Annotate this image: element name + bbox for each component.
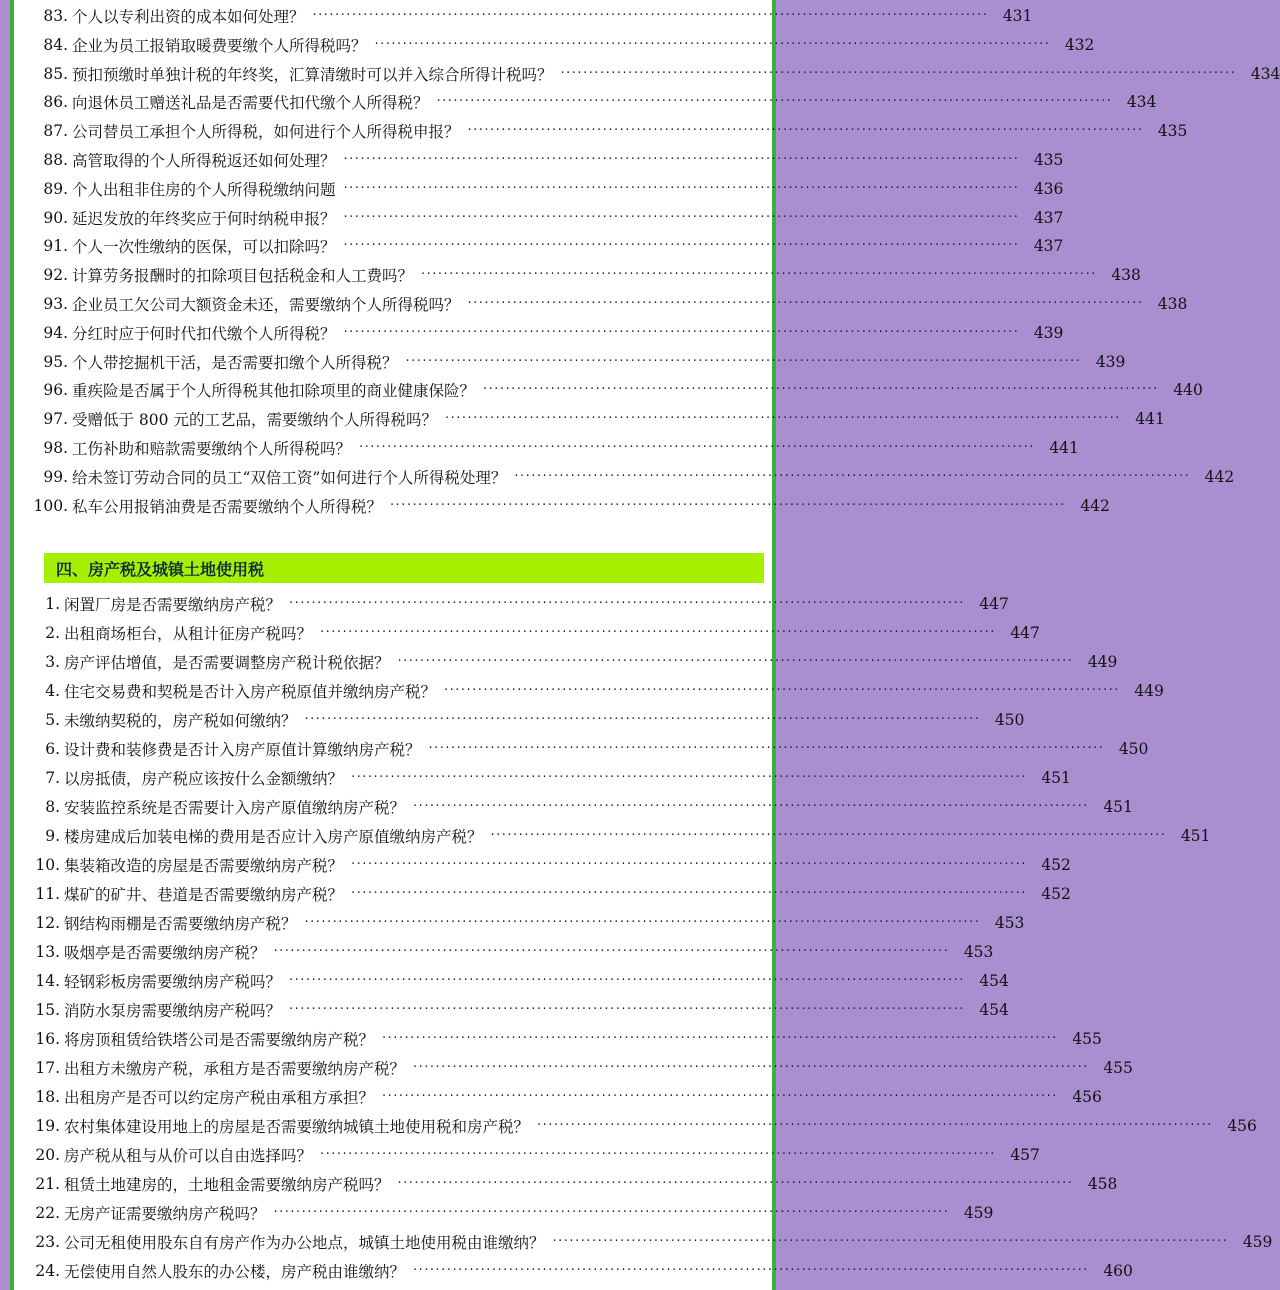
leader-dots: ························································································································ [397, 1176, 1074, 1191]
toc-entry-title: 公司无租使用股东自有房产作为办公地点，城镇土地使用税由谁缴纳？ [64, 1234, 545, 1252]
toc-entry-page-number: 434 [1126, 93, 1157, 112]
leader-dots: ························································································································ [444, 411, 1121, 427]
toc-entry-number: 8. [45, 798, 60, 816]
leader-dots: ························································································································ [490, 828, 1167, 843]
toc-entry-number: 17. [35, 1059, 60, 1077]
toc-entry-title: 延迟发放的年终奖应于何时纳税申报？ [72, 209, 336, 228]
toc-entry [14, 33, 1095, 57]
toc-entry-page-number: 451 [1041, 769, 1071, 787]
toc-entry-page-number: 437 [1033, 237, 1064, 256]
leader-dots: ························································································································ [374, 36, 1051, 52]
toc-entry [14, 4, 1033, 28]
toc-entry-number: 88. [43, 151, 68, 169]
toc-entry [14, 1027, 1102, 1051]
toc-entry-page-number: 460 [1103, 1262, 1133, 1280]
toc-entry-number: 24. [35, 1262, 60, 1280]
toc-entry-number: 86. [43, 93, 68, 112]
leader-dots: ························································································································ [343, 209, 1020, 225]
toc-entry [14, 592, 1009, 616]
toc-entry-number: 2. [45, 624, 60, 642]
toc-entry-page-number: 442 [1080, 496, 1110, 515]
toc-entry-title: 工伤补助和赔款需要缴纳个人所得税吗？ [72, 440, 352, 458]
toc-entry-number: 21. [35, 1175, 60, 1193]
toc-entry [14, 795, 1133, 819]
toc-entry [14, 436, 1079, 460]
toc-entry [14, 263, 1141, 287]
toc-entry-page-number: 439 [1033, 323, 1064, 342]
toc-entry [14, 1143, 1040, 1167]
toc-entry-page-number: 434 [1250, 64, 1280, 83]
toc-entry-title: 消防水泵房需要缴纳房产税吗？ [64, 1002, 282, 1020]
toc-entry [14, 206, 1064, 230]
toc-entry-title: 给未签订劳动合同的员工“双倍工资”如何进行个人所得税处理？ [72, 468, 507, 487]
toc-entry-number: 9. [45, 827, 60, 845]
toc-entry-title: 私车公用报销油费是否需要缴纳个人所得税？ [72, 497, 383, 516]
toc-entry [14, 998, 1009, 1022]
toc-entry [14, 234, 1064, 258]
leader-dots: ························································································································ [436, 94, 1113, 110]
toc-entry-title: 闲置厂房是否需要缴纳房产税？ [64, 596, 282, 614]
toc-entry-page-number: 447 [979, 595, 1009, 613]
toc-entry-number: 89. [43, 179, 68, 198]
toc-entry-page-number: 456 [1072, 1088, 1102, 1106]
toc-entry-number: 5. [45, 711, 60, 729]
leader-dots: ························································································································ [467, 296, 1144, 311]
toc-entry-number: 6. [45, 740, 60, 758]
leader-dots: ························································································································ [405, 353, 1082, 369]
leader-dots: ························································································································ [289, 1002, 965, 1017]
toc-entry-page-number: 455 [1072, 1030, 1102, 1048]
toc-entry-page-number: 441 [1049, 439, 1079, 457]
toc-entry-page-number: 454 [979, 972, 1009, 990]
toc-entry-number: 96. [43, 381, 68, 400]
toc-entry [14, 378, 1203, 402]
toc-entry-page-number: 458 [1087, 1175, 1118, 1193]
toc-entry [14, 882, 1071, 906]
toc-entry-number: 10. [35, 856, 60, 874]
leader-dots: ························································································································ [444, 683, 1120, 698]
leader-dots: ························································································································ [397, 654, 1074, 669]
toc-entry [14, 1114, 1257, 1138]
leader-dots: ························································································································ [428, 741, 1105, 756]
leader-dots: ························································································································ [343, 152, 1020, 167]
toc-entry-page-number: 431 [1002, 7, 1033, 25]
leader-dots: ························································································································ [273, 1205, 950, 1220]
toc-entry-page-number: 436 [1033, 179, 1064, 198]
leader-dots: ························································································································ [413, 799, 1089, 814]
toc-entry-page-number: 453 [963, 943, 994, 961]
toc-entry-page-number: 450 [994, 711, 1025, 729]
toc-entry [14, 177, 1064, 201]
toc-entry-title: 重疾险是否属于个人所得税其他扣除项里的商业健康保险？ [72, 382, 476, 401]
leader-dots: ························································································································ [343, 180, 1020, 196]
leader-dots: ························································································································ [273, 944, 950, 959]
toc-entry-page-number: 452 [1041, 885, 1071, 903]
toc-entry [14, 940, 994, 964]
toc-entry-number: 13. [35, 943, 60, 961]
toc-entry-title: 计算劳务报酬时的扣除项目包括税金和人工费吗？ [72, 267, 414, 286]
toc-entry-title: 房产评估增值，是否需要调整房产税计税依据？ [64, 654, 390, 672]
toc-entry-number: 94. [43, 323, 68, 342]
toc-entry-number: 23. [35, 1233, 60, 1251]
leader-dots: ························································································································ [483, 382, 1159, 398]
toc-entry [14, 407, 1165, 431]
toc-entry-number: 18. [35, 1088, 60, 1106]
toc-entry-page-number: 442 [1204, 467, 1235, 486]
toc-entry-page-number: 453 [994, 914, 1025, 932]
toc-entry-number: 98. [43, 439, 68, 457]
leader-dots: ························································································································ [514, 468, 1191, 484]
toc-entry [14, 494, 1110, 518]
leader-dots: ························································································································ [382, 1031, 1058, 1046]
leader-dots: ························································································································ [312, 8, 989, 23]
toc-entry [14, 119, 1188, 143]
toc-entry-page-number: 441 [1135, 410, 1165, 429]
toc-entry-title: 农村集体建设用地上的房屋是否需要缴纳城镇土地使用税和房产税？ [64, 1118, 530, 1136]
leader-dots: ························································································································ [304, 915, 981, 930]
toc-entry-number: 90. [43, 208, 68, 227]
leader-dots: ························································································································ [351, 857, 1027, 872]
toc-entry [14, 737, 1149, 761]
toc-entry-number: 92. [43, 266, 68, 285]
section-heading-band [44, 553, 764, 583]
toc-entry-title: 设计费和装修费是否计入房产原值计算缴纳房产税？ [64, 741, 421, 759]
toc-entry-page-number: 438 [1157, 295, 1188, 313]
toc-entry-number: 12. [35, 914, 60, 932]
toc-entry-page-number: 438 [1111, 266, 1141, 285]
toc-entry-page-number: 449 [1087, 653, 1118, 671]
toc-entry [14, 650, 1118, 674]
leader-dots: ························································································································ [382, 1089, 1058, 1104]
toc-entry [14, 853, 1071, 877]
toc-entry-number: 3. [45, 653, 60, 671]
toc-entry-title: 吸烟亭是否需要缴纳房产税？ [64, 944, 266, 962]
toc-entry-number: 100. [33, 496, 68, 515]
leader-dots: ························································································································ [390, 497, 1066, 513]
toc-entry-title: 安装监控系统是否需要计入房产原值缴纳房产税？ [64, 799, 406, 817]
toc-entry-title: 企业员工欠公司大额资金未还，需要缴纳个人所得税吗？ [72, 296, 460, 314]
toc-entry [14, 1230, 1273, 1254]
toc-entry-title: 集装箱改造的房屋是否需要缴纳房产税？ [64, 857, 344, 875]
toc-entry-number: 22. [35, 1204, 60, 1222]
toc-entry-title: 楼房建成后加装电梯的费用是否应计入房产原值缴纳房产税？ [64, 828, 483, 846]
toc-entry [14, 148, 1064, 172]
toc-entry-title: 房产税从租与从价可以自由选择吗？ [64, 1147, 313, 1165]
toc-entry [14, 766, 1071, 790]
toc-entry-page-number: 451 [1180, 827, 1211, 845]
toc-entry [14, 911, 1025, 935]
leader-dots: ························································································································ [343, 238, 1020, 254]
toc-entry-number: 15. [35, 1001, 60, 1019]
toc-entry [14, 321, 1064, 345]
toc-entry [14, 62, 1280, 86]
toc-entry-title: 住宅交易费和契税是否计入房产税原值并缴纳房产税？ [64, 683, 437, 701]
toc-entry-title: 个人出租非住房的个人所得税缴纳问题 [72, 180, 336, 199]
toc-entry-title: 未缴纳契税的，房产税如何缴纳？ [64, 712, 297, 730]
toc-entry-page-number: 449 [1134, 682, 1164, 700]
toc-entry [14, 1085, 1102, 1109]
toc-entry-page-number: 456 [1227, 1117, 1257, 1135]
toc-entry-number: 99. [43, 467, 68, 486]
toc-entry [14, 621, 1040, 645]
leader-dots: ························································································································ [421, 267, 1097, 283]
toc-entry-page-number: 450 [1118, 740, 1149, 758]
toc-entry-number: 11. [35, 885, 60, 903]
toc-entry-title: 钢结构雨棚是否需要缴纳房产税？ [64, 915, 297, 933]
leader-dots: ························································································································ [289, 596, 965, 611]
toc-entry-title: 分红时应于何时代扣代缴个人所得税？ [72, 324, 336, 343]
toc-entry-title: 出租房产是否可以约定房产税由承租方承担？ [64, 1089, 375, 1107]
toc-entry-number: 16. [35, 1030, 60, 1048]
toc-entry-number: 95. [43, 352, 68, 371]
toc-entry-page-number: 451 [1103, 798, 1133, 816]
toc-entry-number: 14. [35, 972, 60, 990]
toc-entry-title: 个人带挖掘机干活，是否需要扣缴个人所得税？ [72, 353, 398, 372]
leader-dots: ························································································································ [289, 973, 965, 988]
toc-entry-page-number: 452 [1041, 856, 1071, 874]
toc-entry-title: 租赁土地建房的，土地租金需要缴纳房产税吗？ [64, 1176, 390, 1194]
leader-dots: ························································································································ [351, 886, 1027, 901]
toc-entry-page-number: 459 [1242, 1233, 1273, 1251]
leader-dots: ························································································································ [413, 1263, 1089, 1278]
toc-entry-page-number: 435 [1033, 151, 1064, 169]
toc-entry-number: 91. [43, 237, 68, 256]
toc-entry [14, 1259, 1133, 1283]
toc-entry-title: 企业为员工报销取暖费要缴个人所得税吗？ [72, 36, 367, 55]
toc-entry-title: 预扣预缴时单独计税的年终奖，汇算清缴时可以并入综合所得计税吗？ [72, 65, 553, 84]
toc-entry-title: 高管取得的个人所得税返还如何处理？ [72, 152, 336, 170]
toc-entry [14, 1172, 1118, 1196]
toc-entry-page-number: 454 [979, 1001, 1009, 1019]
toc-entry-title: 出租商场柜台，从租计征房产税吗？ [64, 625, 313, 643]
toc-entry-title: 向退休员工赠送礼品是否需要代扣代缴个人所得税？ [72, 94, 429, 113]
toc-entry-title: 公司替员工承担个人所得税，如何进行个人所得税申报？ [72, 123, 460, 142]
toc-entry-number: 7. [45, 769, 60, 787]
toc-entry-page-number: 459 [963, 1204, 994, 1222]
toc-entry-number: 1. [45, 595, 60, 613]
leader-dots: ························································································································ [343, 324, 1020, 340]
toc-entry-title: 无偿使用自然人股东的办公楼，房产税由谁缴纳？ [64, 1263, 406, 1281]
leader-dots: ························································································································ [359, 440, 1035, 455]
leader-dots: ························································································································ [351, 770, 1027, 785]
toc-entry-title: 无房产证需要缴纳房产税吗？ [64, 1205, 266, 1223]
toc-entry [14, 1201, 994, 1225]
toc-entry-title: 将房顶租赁给铁塔公司是否需要缴纳房产税？ [64, 1031, 375, 1049]
leader-dots: ························································································································ [304, 712, 981, 727]
toc-entry-number: 93. [43, 295, 68, 313]
toc-entry-page-number: 435 [1157, 122, 1188, 141]
leader-dots: ························································································································ [537, 1118, 1213, 1133]
leader-dots: ························································································································ [320, 1147, 996, 1162]
document-page [10, 0, 1280, 1290]
section-title: 四、房产税及城镇土地使用税 [56, 559, 265, 579]
toc-entry-page-number: 439 [1095, 352, 1126, 371]
toc-entry-title: 个人一次性缴纳的医保，可以扣除吗？ [72, 238, 336, 257]
toc-entry-title: 个人以专利出资的成本如何处理？ [72, 8, 305, 26]
toc-entry-number: 4. [45, 682, 60, 700]
toc-entry-page-number: 457 [1010, 1146, 1040, 1164]
toc-entry-title: 轻钢彩板房需要缴纳房产税吗？ [64, 973, 282, 991]
toc-entry-page-number: 447 [1010, 624, 1040, 642]
leader-dots: ························································································································ [552, 1234, 1229, 1249]
toc-entry [14, 90, 1157, 114]
toc-entry-number: 87. [43, 122, 68, 141]
toc-entry [14, 292, 1188, 316]
toc-entry-number: 19. [35, 1117, 60, 1135]
toc-entry-page-number: 455 [1103, 1059, 1133, 1077]
toc-entry-number: 20. [35, 1146, 60, 1164]
toc-entry-number: 84. [43, 35, 68, 54]
toc-entry-page-number: 440 [1173, 381, 1203, 400]
toc-entry [14, 969, 1009, 993]
toc-entry-title: 受赠低于 800 元的工艺品，需要缴纳个人所得税吗？ [72, 411, 437, 430]
toc-entry-number: 85. [43, 64, 68, 83]
leader-dots: ························································································································ [560, 65, 1237, 81]
toc-entry-title: 以房抵债，房产税应该按什么金额缴纳？ [64, 770, 344, 788]
leader-dots: ························································································································ [467, 123, 1144, 139]
leader-dots: ························································································································ [413, 1060, 1089, 1075]
toc-entry [14, 708, 1025, 732]
toc-entry [14, 1056, 1133, 1080]
toc-entry-number: 83. [43, 7, 68, 25]
leader-dots: ························································································································ [320, 625, 996, 640]
toc-entry-number: 97. [43, 410, 68, 429]
toc-entry-title: 煤矿的矿井、巷道是否需要缴纳房产税？ [64, 886, 344, 904]
toc-entry-title: 出租方未缴房产税，承租方是否需要缴纳房产税？ [64, 1060, 406, 1078]
toc-entry-page-number: 437 [1033, 208, 1064, 227]
toc-entry [14, 465, 1235, 489]
toc-entry [14, 679, 1164, 703]
toc-entry [14, 824, 1211, 848]
toc-entry [14, 350, 1126, 374]
toc-entry-page-number: 432 [1064, 35, 1095, 54]
